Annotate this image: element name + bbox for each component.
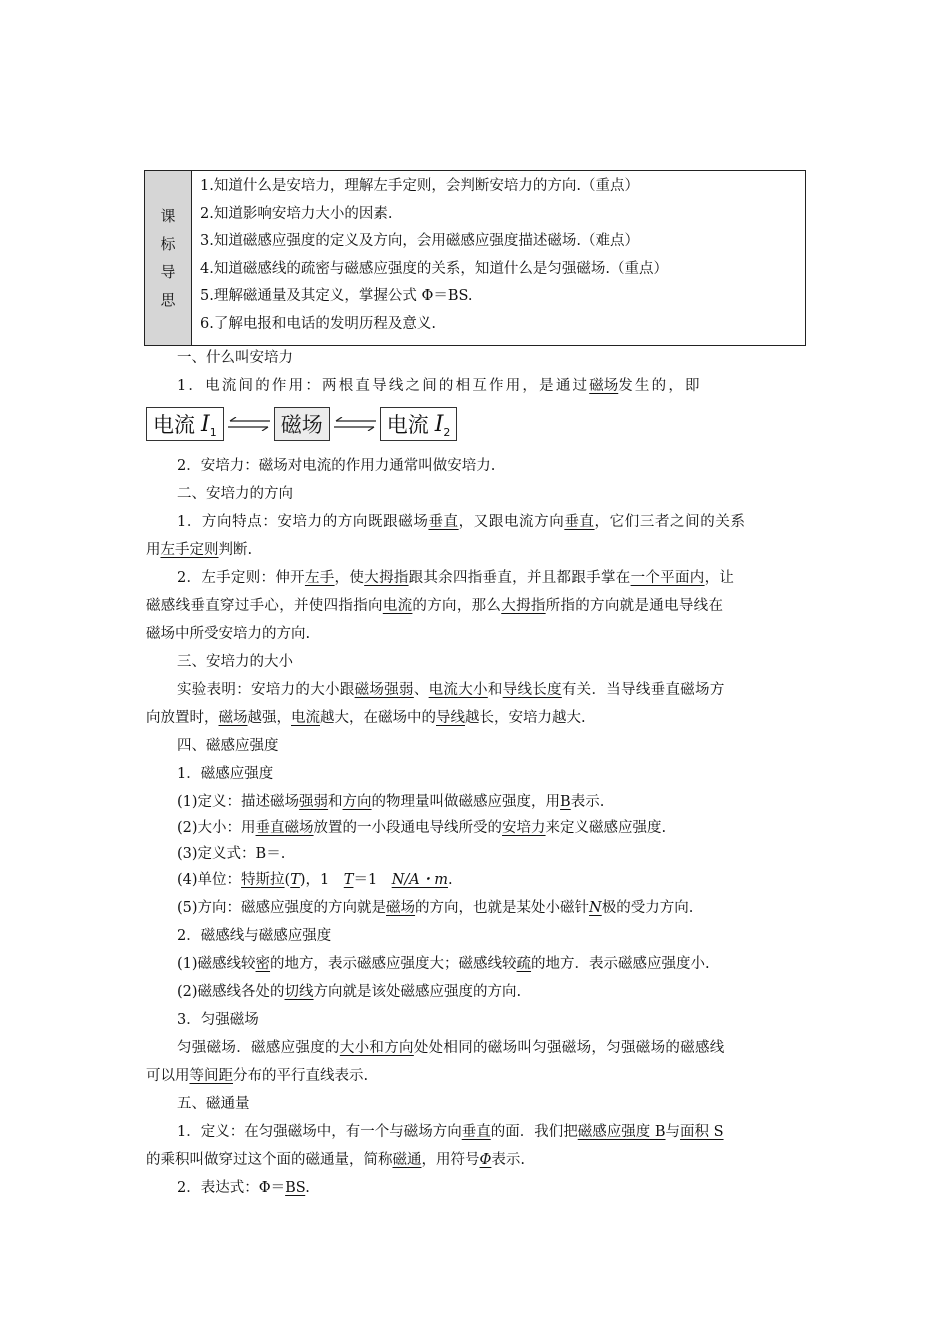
paragraph-line (177, 680, 725, 700)
text: 的地方，表示磁感应强度大；磁感线较 (270, 956, 517, 972)
text: 和 (328, 794, 343, 810)
paragraph-line (177, 1122, 724, 1142)
text: 、 (413, 682, 429, 698)
current-symbol: I (201, 411, 210, 437)
paragraph-line (146, 540, 252, 560)
objectives-label-char: 导 (160, 263, 176, 281)
text: (2)磁感线各处的 (177, 984, 285, 1000)
subheading: 3．匀强磁场 (177, 1012, 259, 1028)
text: 越大，在磁场中的 (320, 710, 436, 726)
text: 表示. (491, 1152, 525, 1168)
section-heading-5: 五、磁通量 (177, 1096, 250, 1112)
objective-item: 4.知道磁感线的疏密与磁感应强度的关系，知道什么是匀强磁场.（重点） (200, 260, 668, 277)
field-label: 磁场 (280, 413, 323, 437)
text: ( (284, 872, 291, 888)
objective-item: 3.知道磁感应强度的定义及方向，会用磁感应强度描述磁场.（难点） (200, 233, 639, 249)
text: ＝1 (353, 872, 392, 888)
text: 越长，安培力越大. (465, 710, 586, 726)
answer-blank: 导线长度 (502, 682, 562, 698)
text: . (305, 1180, 310, 1196)
text: 1．定义：在匀强磁场中，有一个与磁场方向 (177, 1124, 462, 1140)
objectives-label (145, 171, 192, 345)
paragraph-line: (3)定义式：B＝. (177, 846, 286, 862)
text: 的乘积叫做穿过这个面的磁通量，简称 (146, 1152, 393, 1168)
text: (5)方向：磁感应强度的方向就是 (177, 900, 387, 916)
paragraph-line (177, 1038, 725, 1058)
current-2-box (380, 407, 458, 441)
answer-blank: 左手 (304, 570, 335, 586)
text: 放置的一小段通电导线所受的 (313, 820, 503, 836)
magnetic-field-box (274, 407, 330, 441)
text: 与 (665, 1124, 680, 1140)
answer-blank: 安培力 (502, 820, 546, 836)
text: 有关．当导线垂直磁场方 (561, 682, 725, 698)
objectives-label-char: 思 (160, 291, 176, 309)
answer-blank: 导线 (436, 710, 465, 726)
objective-item: 5.理解磁通量及其定义，掌握公式 Φ＝BS. (200, 288, 473, 304)
answer-blank: 疏 (516, 956, 532, 972)
current-1-box (146, 407, 224, 441)
text: 可以用 (146, 1068, 190, 1084)
text: 所指的方向就是通电导线在 (545, 598, 724, 614)
section-heading-2: 二、安培力的方向 (177, 486, 293, 502)
text: 用 (146, 542, 161, 558)
answer-blank: 垂直 (428, 514, 459, 530)
objectives-label-char: 课 (160, 207, 176, 225)
text: (1)定义：描述磁场 (177, 794, 300, 810)
paragraph-line (177, 954, 710, 974)
section-heading-1: 一、什么叫安培力 (177, 350, 293, 366)
interaction-flow-diagram (146, 404, 457, 444)
paragraph-line (177, 818, 666, 838)
answer-blank: 电流大小 (428, 682, 488, 698)
text: ，让 (704, 570, 735, 586)
answer-blank: 大拇指 (364, 570, 409, 586)
text: 的方向，那么 (412, 598, 502, 614)
double-arrow-icon (332, 417, 378, 431)
section-heading-4: 四、磁感应强度 (177, 738, 279, 754)
answer-blank: 电流 (382, 598, 413, 614)
text: 的面．我们把 (490, 1124, 578, 1140)
answer-blank: 大小和方向 (339, 1040, 414, 1056)
answer-blank: T (343, 872, 354, 888)
paragraph-line (146, 596, 723, 616)
objectives-label-char: 标 (160, 235, 176, 253)
text: (4)单位： (177, 872, 242, 888)
answer-blank: 等间距 (189, 1068, 233, 1084)
text: 2．左手定则：伸开 (177, 570, 305, 586)
paragraph-line (177, 870, 453, 890)
answer-blank: 磁场 (218, 710, 248, 726)
text: 发生的，即 (618, 378, 702, 394)
objective-item: 1.知道什么是安培力，理解左手定则，会判断安培力的方向.（重点） (200, 178, 639, 194)
paragraph-line (177, 898, 693, 918)
objectives-list (192, 171, 805, 345)
answer-blank: N/A・m (391, 872, 448, 888)
answer-blank: 垂直 (564, 514, 595, 530)
text: 的地方．表示磁感应强度小. (531, 956, 710, 972)
answer-blank: 磁场 (589, 378, 619, 394)
text: . (447, 872, 453, 888)
subscript: 2 (443, 425, 451, 439)
text: )，1 (299, 872, 344, 888)
paragraph-line (177, 1178, 310, 1198)
text: 分布的平行直线表示. (233, 1068, 369, 1084)
text: (2)大小：用 (177, 820, 256, 836)
text: ，它们三者之间的关系 (594, 514, 746, 530)
text: 实验表明：安培力的大小跟 (177, 682, 355, 698)
text: ，使 (334, 570, 365, 586)
answer-blank: 磁感应强度 B (577, 1124, 666, 1140)
text: 向放置时， (146, 710, 219, 726)
text: 的方向，也就是某处小磁针 (415, 900, 590, 916)
section-heading-3: 三、安培力的大小 (177, 654, 293, 670)
paragraph-line (177, 982, 521, 1002)
objectives-box (144, 170, 806, 346)
answer-blank: BS (285, 1180, 306, 1196)
answer-blank: 一个平面内 (630, 570, 705, 586)
answer-blank: 面积 S (680, 1124, 724, 1140)
text: 处处相同的磁场叫匀强磁场，匀强磁场的磁感线 (413, 1040, 725, 1056)
text: 来定义磁感应强度. (545, 820, 667, 836)
current-label: 电流 (386, 413, 429, 437)
text: 极的受力方向. (601, 900, 694, 916)
answer-blank: 方向 (342, 794, 372, 810)
paragraph-line (146, 1150, 525, 1170)
current-symbol: I (434, 411, 444, 437)
answer-blank: Φ (479, 1152, 492, 1168)
text: (1)磁感线较 (177, 956, 256, 972)
answer-blank: T (290, 872, 300, 888)
objective-item: 2.知道影响安培力大小的因素. (200, 205, 393, 222)
answer-blank: 特斯拉 (241, 872, 285, 888)
answer-blank: B (560, 794, 571, 810)
text: 1．电流间的作用：两根直导线之间的相互作用，是通过 (177, 378, 590, 394)
answer-blank: 磁场强弱 (354, 682, 414, 698)
text: 方向就是该处磁感应强度的方向. (313, 984, 522, 1000)
text: 越强， (247, 710, 291, 726)
answer-blank: 垂直 (461, 1124, 491, 1140)
paragraph-line (177, 792, 604, 812)
text: 磁感线垂直穿过手心，并使四指指向 (146, 598, 383, 614)
current-label: 电流 (153, 413, 195, 437)
paragraph-line: 磁场中所受安培力的方向. (146, 626, 311, 642)
text: 2．表达式：Φ＝ (177, 1180, 286, 1196)
answer-blank: 磁通 (392, 1152, 422, 1168)
answer-blank: 强弱 (299, 794, 329, 810)
answer-blank: N (589, 900, 602, 916)
answer-blank: 左手定则 (160, 542, 219, 558)
paragraph-line (177, 568, 734, 588)
answer-blank: 大拇指 (501, 598, 546, 614)
text: 判断. (218, 542, 253, 558)
paragraph-line (146, 1066, 368, 1086)
answer-blank: 密 (255, 956, 271, 972)
subscript: 1 (209, 425, 217, 439)
text: 的物理量叫做磁感应强度，用 (371, 794, 561, 810)
text: ，又跟电流方向 (458, 514, 565, 530)
paragraph-line (177, 512, 746, 532)
objective-item: 6.了解电报和电话的发明历程及意义. (200, 315, 436, 332)
text: 表示. (570, 794, 605, 810)
text: 1．方向特点：安培力的方向既跟磁场 (177, 514, 429, 530)
text: 跟其余四指垂直，并且都跟手掌在 (408, 570, 631, 586)
answer-blank: 磁场 (386, 900, 416, 916)
paragraph-ampere-force: 2．安培力：磁场对电流的作用力通常叫做安培力. (177, 458, 496, 474)
paragraph-line (146, 708, 586, 728)
answer-blank: 电流 (291, 710, 320, 726)
double-arrow-icon (226, 417, 272, 431)
text: 匀强磁场．磁感应强度的 (177, 1040, 340, 1056)
paragraph-current-interaction (177, 376, 806, 396)
answer-blank: 垂直磁场 (255, 820, 314, 836)
text: ，用符号 (421, 1152, 480, 1168)
subheading: 2．磁感线与磁感应强度 (177, 928, 332, 944)
subheading: 1．磁感应强度 (177, 766, 274, 782)
answer-blank: 切线 (284, 984, 314, 1000)
text: 和 (487, 682, 503, 698)
